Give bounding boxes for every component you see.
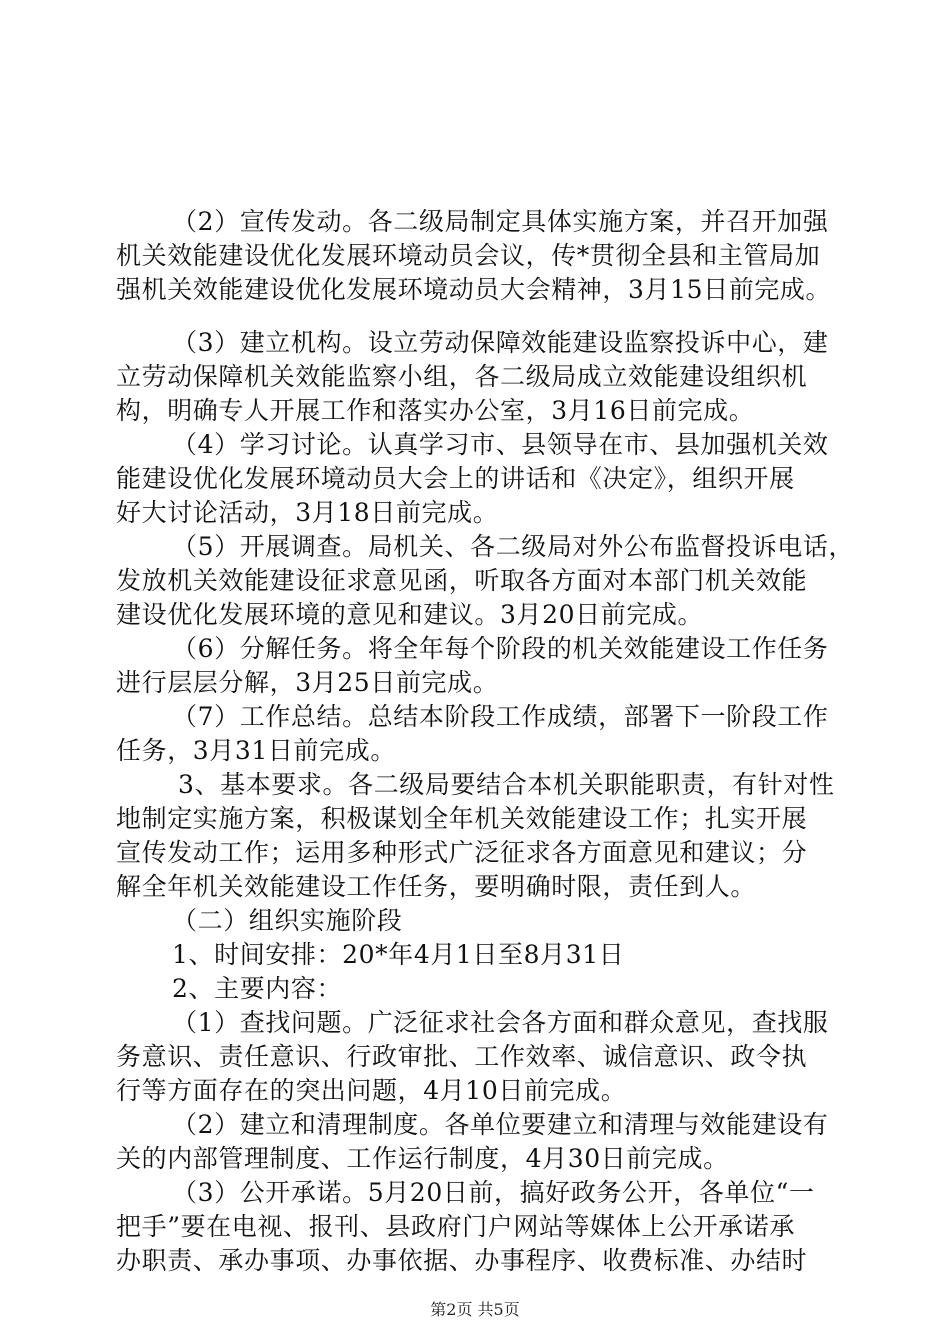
text-line: 能建设优化发展环境动员大会上的讲话和《决定》，组织开展 xyxy=(116,464,795,493)
text-line: 行等方面存在的突出问题，4月10日前完成。 xyxy=(116,1076,627,1105)
text-line: （1）查找问题。广泛征求社会各方面和群众意见，查找服 xyxy=(172,1008,829,1037)
text-line: （4）学习讨论。认真学习市、县领导在市、县加强机关效 xyxy=(172,430,829,459)
text-line: 关的内部管理制度、工作运行制度，4月30日前完成。 xyxy=(116,1144,729,1173)
text-line: （7）工作总结。总结本阶段工作成绩，部署下一阶段工作 xyxy=(172,702,829,731)
text-line: （2）建立和清理制度。各单位要建立和清理与效能建设有 xyxy=(172,1110,829,1139)
text-line: 务意识、责任意识、行政审批、工作效率、诚信意识、政令执 xyxy=(116,1042,808,1071)
text-line: （3）建立机构。设立劳动保障效能建设监察投诉中心，建 xyxy=(172,328,829,357)
section-heading: （二）组织实施阶段 xyxy=(172,906,403,935)
text-line: 立劳动保障机关效能监察小组，各二级局成立效能建设组织机 xyxy=(116,362,808,391)
text-line: （6）分解任务。将全年每个阶段的机关效能建设工作任务 xyxy=(172,634,829,663)
text-line: （5）开展调查。局机关、各二级局对外公布监督投诉电话， xyxy=(172,532,855,561)
text-line: 任务，3月31日前完成。 xyxy=(116,736,396,765)
text-line: （3）公开承诺。5月20日前，搞好政务公开，各单位“一 xyxy=(172,1178,815,1207)
text-line: 解全年机关效能建设工作任务，要明确时限，责任到人。 xyxy=(116,872,757,901)
text-line: 宣传发动工作；运用多种形式广泛征求各方面意见和建议；分 xyxy=(116,838,808,867)
text-line: 进行层层分解，3月25日前完成。 xyxy=(116,668,499,697)
text-line: 2、主要内容： xyxy=(172,974,343,1003)
text-line: （2）宣传发动。各二级局制定具体实施方案，并召开加强 xyxy=(172,207,829,236)
text-line: 机关效能建设优化发展环境动员会议，传*贯彻全县和主管局加 xyxy=(116,241,821,270)
text-line: 发放机关效能建设征求意见函，听取各方面对本部门机关效能 xyxy=(116,566,808,595)
text-line: 1、时间安排：20*年4月1日至8月31日 xyxy=(172,940,625,969)
text-line: 3、基本要求。各二级局要结合本机关职能职责，有针对性 xyxy=(178,770,835,799)
text-line: 办职责、承办事项、办事依据、办事程序、收费标准、办结时 xyxy=(116,1246,808,1275)
text-line: 强机关效能建设优化发展环境动员大会精神，3月15日前完成。 xyxy=(116,275,832,304)
text-line: 构，明确专人开展工作和落实办公室，3月16日前完成。 xyxy=(116,396,755,425)
text-line: 把手”要在电视、报刊、县政府门户网站等媒体上公开承诺承 xyxy=(116,1212,795,1241)
text-line: 好大讨论活动，3月18日前完成。 xyxy=(116,498,499,527)
text-line: 地制定实施方案，积极谋划全年机关效能建设工作；扎实开展 xyxy=(116,804,808,833)
text-line: 建设优化发展环境的意见和建议。3月20日前完成。 xyxy=(116,600,704,629)
page-footer: 第2页 共5页 xyxy=(430,1300,520,1319)
